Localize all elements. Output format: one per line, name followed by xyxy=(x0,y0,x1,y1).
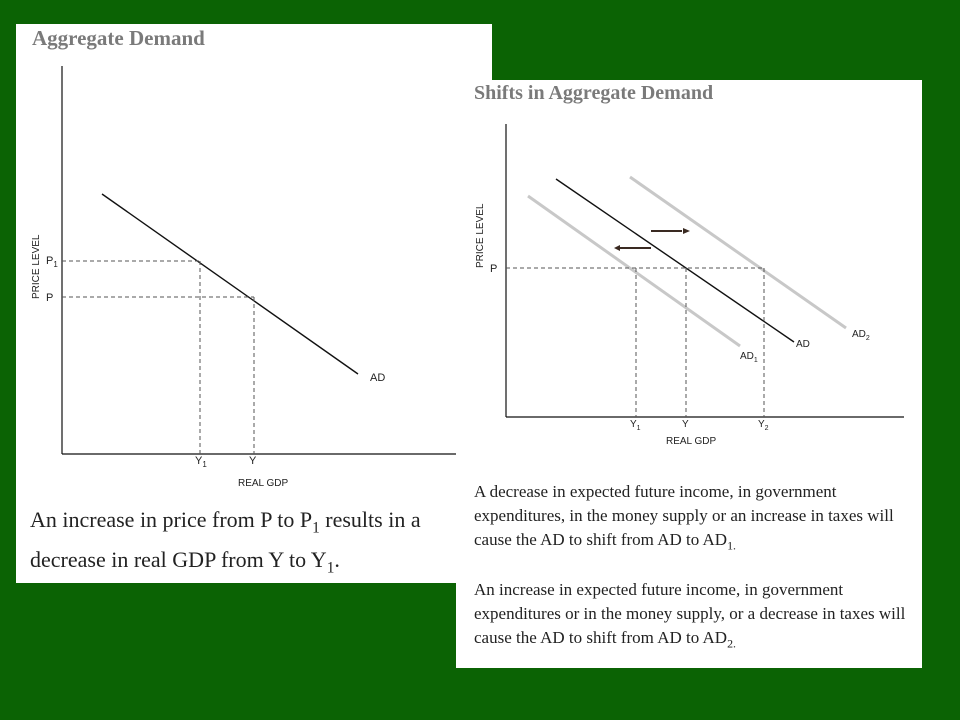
panel-title: Aggregate Demand xyxy=(32,26,205,50)
ad2-curve-label: $AD_2$ xyxy=(852,329,870,342)
y2-label: $Y_2$ xyxy=(758,419,769,432)
aggregate-demand-panel xyxy=(16,24,492,583)
ad1-curve xyxy=(528,196,740,346)
p1-label: $P_1$ xyxy=(46,255,58,269)
shifts-in-aggregate-demand-panel xyxy=(456,80,922,668)
ad-curve-label: AD xyxy=(370,372,386,384)
y-label: Y xyxy=(249,455,257,467)
y1-label: $Y_1$ xyxy=(195,455,207,469)
ad1-curve-label: $AD_1$ xyxy=(740,351,758,364)
ad-curve xyxy=(556,179,794,342)
x-axis-label: REAL GDP xyxy=(666,436,717,447)
ad-curve-label: AD xyxy=(796,339,810,350)
decrease-caption: A decrease in expected future income, in government expenditures, in the money supply or an increase in taxes will cause the AD to shift from AD to $AD_{1.}$ xyxy=(474,482,894,553)
y1-label: $Y_1$ xyxy=(630,419,641,432)
increase-caption: An increase in expected future income, in government expenditures or in the money supply, or a decrease in taxes will cause the AD to shift from AD to $AD_{2.}$ xyxy=(474,580,906,651)
p-label: P xyxy=(490,263,498,275)
ad-curve xyxy=(102,194,358,374)
aggregate-demand-caption: An increase in price from P to $P_1$ results in a decrease in real GDP from Y to $Y_1$. xyxy=(30,507,421,577)
shifts-diagram xyxy=(456,80,922,460)
y-axis-label: PRICE LEVEL xyxy=(475,203,486,268)
y-label: Y xyxy=(682,419,689,430)
aggregate-demand-diagram xyxy=(16,24,492,504)
panel-title: Shifts in Aggregate Demand xyxy=(474,82,714,104)
y-axis-label: PRICE LEVEL xyxy=(31,234,42,299)
p-label: P xyxy=(46,292,54,304)
arrow-right-icon xyxy=(683,228,690,234)
x-axis-label: REAL GDP xyxy=(238,478,289,489)
